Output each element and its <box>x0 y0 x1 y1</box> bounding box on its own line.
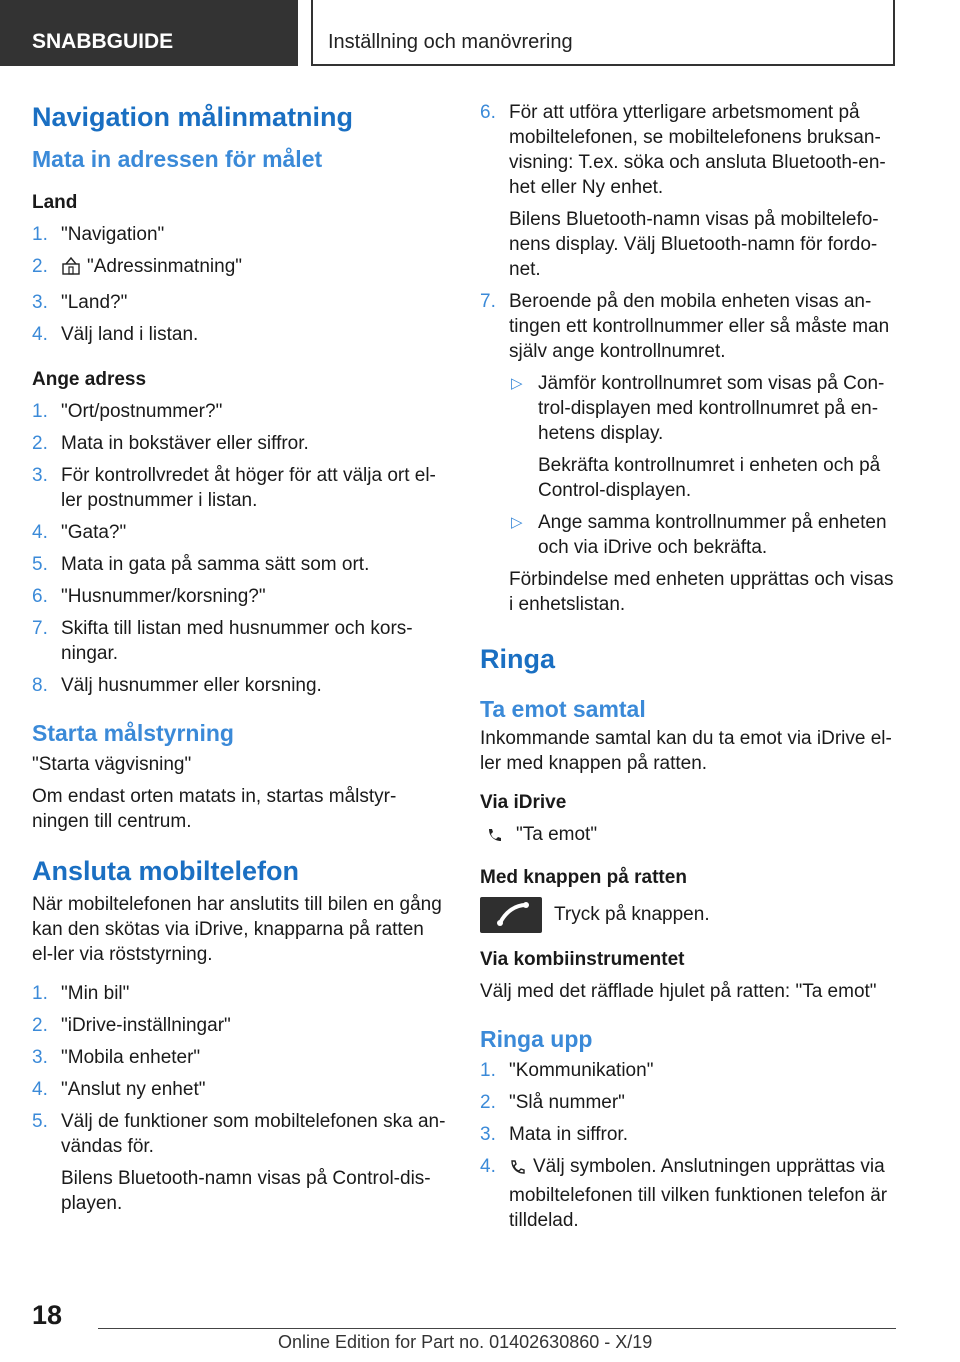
via-idrive-heading: Via iDrive <box>480 792 567 813</box>
kombi-text: Välj med det räfflade hjulet på ratten: "Ta emot" <box>480 981 877 1002</box>
step-note: Bilens Bluetooth-namn visas på Control-dis-playen. <box>61 1168 431 1214</box>
via-kombi-heading: Via kombiinstrumentet <box>480 949 685 970</box>
ringa-upp-list <box>480 1058 898 1233</box>
ta-emot-text: Inkommande samtal kan du ta emot via iDrive el-ler med knappen på ratten. <box>480 728 892 774</box>
list-item: 2. Mata in bokstäver eller siffror. <box>32 433 309 454</box>
header-chapter: Inställning och manövrering <box>311 0 895 66</box>
list-item: 2. "iDrive-inställningar" <box>32 1015 231 1036</box>
list-item: 4. Välj symbolen. Anslutningen upprättas via mobiltelefonen till vilken funktionen telefon är tilldelad. <box>480 1156 888 1231</box>
adress-heading: Ange adress <box>32 369 147 390</box>
ringa-upp-heading: Ringa upp <box>480 1026 593 1052</box>
sub-item: ▷ Ange samma kontrollnummer på enheten och via iDrive och bekräfta. <box>511 512 887 558</box>
ta-emot-heading: Ta emot samtal <box>480 696 646 722</box>
start-text-1: "Starta vägvisning" <box>32 754 192 775</box>
list-item: 1. "Min bil" <box>32 983 130 1004</box>
page-number: 18 <box>32 1300 63 1330</box>
sub-note: Bekräfta kontrollnumret i enheten och på Control-displayen. <box>538 455 881 501</box>
ansluta-list <box>32 981 448 1216</box>
tryck-row: Tryck på knappen. <box>480 897 898 933</box>
right-column <box>480 100 898 1240</box>
adress-list <box>32 399 448 698</box>
left-column <box>32 100 448 1223</box>
footer-divider <box>98 1328 896 1329</box>
list-item: 5. Mata in gata på samma sätt som ort. <box>32 554 370 575</box>
list-item: 2. "Adressinmatning" <box>32 254 448 283</box>
list-item: 1. "Kommunikation" <box>480 1060 654 1081</box>
ansluta-intro: När mobiltelefonen har anslutits till bilen en gång kan den skötas via iDrive, knapparna på ratten el-ler via röststyrning. <box>32 894 442 965</box>
address-book-icon <box>61 256 81 283</box>
land-list <box>32 222 448 347</box>
nav-subtitle: Mata in adressen för målet <box>32 146 323 172</box>
list-item: 7. Beroende på den mobila enheten visas an-tingen ett kontrollnummer eller så måste man själv ange kontrollnumret. ▷ Jämför kontrollnumret som visas på Con-trol-displayen med kontrollnumret på en-hetens display. Bekräfta kontrollnumret i enheten och på Control-displayen. ▷ Ange samma kontrollnummer på enheten och via iDrive och bekräfta. Förbindelse med enheten upprättas och visas i enhetslistan. <box>480 289 898 617</box>
connection-note: Förbindelse med enheten upprättas och visas i enhetslistan. <box>509 569 894 615</box>
list-item: 4. Välj land i listan. <box>32 324 199 345</box>
phone-dial-icon <box>509 1158 527 1183</box>
ta-emot-row: "Ta emot" <box>480 822 898 851</box>
triangle-bullet-icon: ▷ <box>511 514 523 531</box>
phone-receive-icon <box>486 826 504 851</box>
header-section: SNABBGUIDE <box>0 0 298 66</box>
list-item: 3. "Mobila enheter" <box>32 1047 201 1068</box>
list-item: 6. "Husnummer/korsning?" <box>32 586 266 607</box>
list-item: 3. För kontrollvredet åt höger för att välja ort el-ler postnummer i listan. <box>32 465 436 511</box>
ansluta-list-cont <box>480 100 898 617</box>
start-heading: Starta målstyrning <box>32 720 234 746</box>
list-item: 3. "Land?" <box>32 292 128 313</box>
start-text-2: Om endast orten matats in, startas målstyr-ningen till centrum. <box>32 786 397 832</box>
sub-item: ▷ Jämför kontrollnumret som visas på Con-trol-displayen med kontrollnumret på en-hetens display. Bekräfta kontrollnumret i enheten och på Control-displayen. <box>509 371 898 503</box>
phone-button-icon <box>480 897 542 933</box>
triangle-bullet-icon: ▷ <box>511 375 523 392</box>
med-knappen-heading: Med knappen på ratten <box>480 867 687 888</box>
list-item: 1. "Ort/postnummer?" <box>32 401 223 422</box>
list-item: 4. "Gata?" <box>32 522 127 543</box>
land-heading: Land <box>32 192 78 213</box>
list-item: 6. För att utföra ytterligare arbetsmoment på mobiltelefonen, se mobiltelefonens bruksan-visning: T.ex. söka och ansluta Bluetooth-en-het eller Ny enhet. Bilens Bluetooth-namn visas på mobiltelefo-nens display. Välj Bluetooth-namn för fordo-net. <box>480 100 898 282</box>
footer-text: Online Edition for Part no. 01402630860 - X/19 <box>278 1332 653 1352</box>
list-item: 2. "Slå nummer" <box>480 1092 625 1113</box>
step-note: Bilens Bluetooth-namn visas på mobiltelefo-nens display. Välj Bluetooth-namn för fordo-net. <box>509 209 879 280</box>
ansluta-heading: Ansluta mobiltelefon <box>32 856 300 886</box>
list-item: 3. Mata in siffror. <box>480 1124 628 1145</box>
nav-title: Navigation målinmatning <box>32 102 354 132</box>
list-item: 7. Skifta till listan med husnummer och kors-ningar. <box>32 618 413 664</box>
ringa-heading: Ringa <box>480 644 556 674</box>
list-item: 8. Välj husnummer eller korsning. <box>32 675 322 696</box>
list-item: 5. Välj de funktioner som mobiltelefonen ska an-vändas för. Bilens Bluetooth-namn visas på Control-dis-playen. <box>32 1109 448 1216</box>
list-item: 1. "Navigation" <box>32 224 165 245</box>
list-item: 4. "Anslut ny enhet" <box>32 1079 206 1100</box>
